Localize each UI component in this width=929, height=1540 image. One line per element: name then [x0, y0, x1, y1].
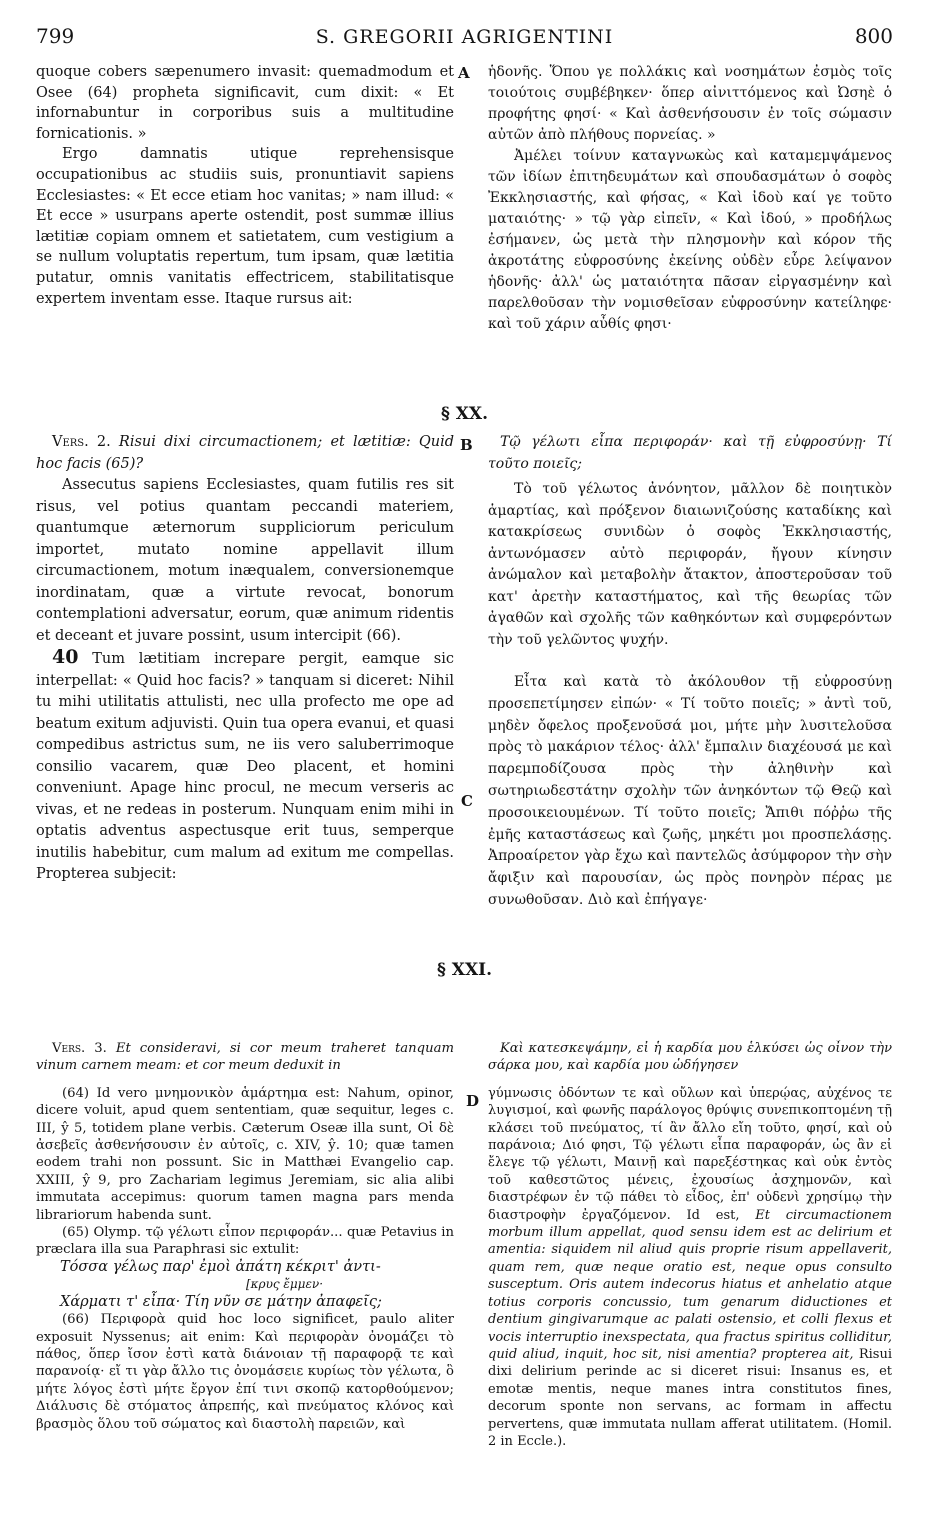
right-column-block-2	[488, 432, 892, 652]
section-heading-20: § XX.	[440, 404, 489, 424]
verse-quote-line: Χάρματι τ' εἶπα· Τίη νῦν σε μάτην ἀπαφεῖς;	[60, 1293, 382, 1310]
latin-paragraph: quoque cobers sæpenumero invasit: quemadmodum et Osee (64) propheta significavit, cum dixit: « Et infornabuntur in corporibus suis a multitudine fornicationis. »	[36, 64, 454, 142]
footnote-64: (64) Id vero μνημονικὸν ἁμάρτημα est: Nahum, opinor, dicere voluit, apud quem sententiam, quæ sequitur, leges c. III, ŷ 5, totidem plane verbis. Cæterum Oseæ illa sunt, Οἱ δὲ ἀσεβεῖς ἀσθενήσουσιν ἐν αὐτοῖς, c. XIV, ŷ. 10; quæ tamen eodem trahi non possunt. Sic in Matthæi Evangelio cap. XXIII, ŷ 9, pro Zachariam legimus Jeremiam, sic alia alibi immutata accepimus: quorum tamen magna pars menda librariorum habenda sunt.	[36, 1085, 454, 1223]
section-heading-21: § XXI.	[436, 960, 493, 980]
verse-label: Vers. 2.	[52, 434, 111, 450]
footnote-latin-d: (Homil. 2 in Eccle.).	[488, 1416, 892, 1449]
left-column-block-2	[36, 432, 454, 952]
latin-paragraph: Ergo damnatis utique reprehensisque occupationibus ac studiis suis, pronuntiavit sapiens Ecclesiastes: « Et ecce etiam hoc vanitas; » nam illud: « Et ecce » usurpans aperte ostendit, post summæ illius lætitiæ copiam omnem et satietatem, cum vestigium a se nullum voluptatis repertum, tum ipsam, quæ lætitia putatur, omnis vanitatis effectricem, stabilitatisque expertem inventam esse. Itaque rursus ait:	[36, 146, 454, 307]
verse-quote-line: Τόσσα γέλως παρ' ἐμοὶ ἀπάτη κέκριτ' ἀντι-	[60, 1258, 381, 1275]
greek-paragraph: Ἀμέλει τοίνυν καταγνωκὼς καὶ καταμεμψάμενος τῶν ἰδίων ἐπιτηδευμάτων καὶ σπουδασμάτων ὁ σοφὸς Ἐκκλησιαστής, καὶ φήσας, « Καὶ ἰδοὺ καί γε τοῦτο ματαιότης· » τῷ γὰρ εἰπεῖν, « Καὶ ἰδού, » προδήλως ἐσήμανεν, ὡς μετὰ τὴν πλησμονὴν καὶ κόρον τῆς ἀκροτάτης εὐφροσύνης ἐκείνης οὐδὲν εὗρε λείψανον ἡδονῆς· ἀλλ' ὡς ματαιότητα πᾶσαν εἰργασμένην καὶ παρελθοῦσαν τὴν νομισθεῖσαν εὐφροσύνην κατείληφε· καὶ τοῦ χάριν αὖθίς φησι·	[488, 148, 892, 332]
verse-text: Risui dixi circumactionem; et lætitiæ: Quid hoc facis (65)?	[36, 434, 454, 472]
margin-marker-b: B	[460, 436, 473, 454]
margin-marker-d: D	[466, 1092, 480, 1110]
right-column-block-4	[488, 1040, 892, 1520]
latin-paragraph-text: Tum lætitiam increpare pergit, eamque sic interpellat: « Quid hoc facis? » tanquam si diceret: Nihil tu mihi utilitatis attulisti, nec ulla profecto me ope ad beatum exitum adjuvisti. Quin tua opera evanui, et quasi compedibus astrictus sum, ne iis vero saluberrimoque consilio vacarem, quæ Deo placent, et homini conveniunt. Apage hinc procul, ne mecum verseris ac vivas, et ne redeas in posterum. Nunquam enim mihi in optatis adventus aspectusque erit tuus, semperque inutilis habebitur, cum malum ad exitum me compellas. Propterea subjecit:	[36, 651, 454, 882]
footnote-latin-a: Id est,	[686, 1207, 740, 1223]
footnote-continuation	[488, 1085, 892, 1451]
footnote-latin-b: Et circumactionem morbum illum appellat, quod sensu idem est ac delirium et amentia: siquidem nil aliud quis proprie risum appellaverit, quam rem, quæ neque oratio est, neque opus consulto susceptum. Oris autem indecorus hiatus et anhelatio atque totius corporis concussio, tum genarum diductiones et dentium gingivarumque ac palati ostensio, et colli flexus et vocis interruptio inexspectata, qua fractus spiritus colliditur, quid aliud, inquit, hoc sit, nisi amentia? propterea ait,	[488, 1207, 892, 1362]
footnote-greek: γύμνωσις ὀδόντων τε καὶ οὔλων καὶ ὑπερῴας, αὐχένος τε λυγισμοί, καὶ φωνῆς παράλογος θρύψις συνεπικοπτομένη τῇ κλάσει τοῦ πνεύματος, τί ἂν ἄλλο εἴη τοῦτο, φησί, καὶ οὐ παράνοια; Διό φησι, Τῷ γέλωτι εἶπα παραφοράν, ὡς ἂν εἰ ἔλεγε τῷ γέλωτι, Μαινῇ καὶ παρεξέστηκας καὶ οὐκ ἐντὸς τοῦ καθεστῶτος μένεις, ἐχουσίως ἀσχημονῶν, καὶ διαστρέφων ἐν τῷ πάθει τὸ εἶδος, ἐπ' οὐδενὶ χρησίμῳ τὴν διαστροφὴν ἐργαζόμενον.	[488, 1085, 892, 1223]
latin-paragraph	[36, 647, 454, 886]
verse-quote-line: [κρυς ἔμμεν·	[246, 1277, 324, 1292]
left-column-block-3	[36, 1040, 454, 1520]
running-header	[36, 24, 893, 58]
right-page-number: 800	[854, 24, 893, 48]
footnote-66: (66) Περιφορὰ quid hoc loco significet, paulo aliter exposuit Nyssenus; ait enim: Καὶ περιφορὰν ὀνομάζει τὸ πάθος, ὅπερ ἴσον ἐστὶ κατὰ διάνοιαν τῇ παραφορᾷ τε καὶ παρανοίᾳ· εἴ τι γὰρ ἄλλο τις ὀνομάσειε κυρίως τὸν γέλωτα, ὃ μήτε λόγος ἐστὶ μήτε ἔργον ἐπί τινι σκοπῷ κατορθούμενον; Διάλυσις δὲ στόματος ἀπρεπής, καὶ πνεύματος κλόνος καὶ βρασμὸς ὅλου τοῦ σώματος καὶ διαστολὴ παρειῶν, καὶ	[36, 1312, 454, 1432]
right-column-block-1	[488, 62, 892, 367]
margin-marker-c: C	[461, 792, 473, 810]
verse-2-heading	[36, 432, 454, 475]
verse-2-greek: Τῷ γέλωτι εἶπα περιφοράν· καὶ τῇ εὐφροσύνῃ· Τί τοῦτο ποιεῖς;	[488, 434, 892, 472]
latin-paragraph: Assecutus sapiens Ecclesiastes, quam futilis res sit risus, vel potius quantam peccandi materiem, quantumque æternorum suppliciorum periculum importet, mutato nomine appellavit illum circumactionem, motum inæqualem, conversionemque inordinatam, quæ a virtute revocat, bonorum contemplationi adversatur, eorum, quæ animum ridentis et deceant et juvare possint, usum intercipit (66).	[36, 477, 454, 644]
verse-text: Et consideravi, si cor meum traheret tanquam vinum carnem meam: et cor meum deduxit in	[36, 1041, 454, 1074]
greek-paragraph: ἡδονῆς. Ὅπου γε πολλάκις καὶ νοσημάτων ἐσμὸς τοῖς τοιούτοις συμβέβηκεν· ὅπερ αἰνιττόμενος καὶ Ὠσηὲ ὁ προφήτης φησί· « Καὶ ἀσθενήσουσιν ἐν τοῖς σώμασιν αὐτῶν ἀπὸ πλήθους πορνείας. »	[488, 64, 892, 143]
column-number: 40	[52, 646, 79, 668]
footnote-latin-c: Risui dixi delirium perinde ac si diceret risui: Insanus es, et emotæ mentis, neque manes intra constitutos fines, decorum sponte non servans, ac formam in affectu pervertens, quæ immutata nullam afferat utilitatem.	[488, 1346, 892, 1432]
right-column-block-3	[488, 672, 892, 962]
greek-paragraph: Τὸ τοῦ γέλωτος ἀνόνητον, μᾶλλον δὲ ποιητικὸν ἁμαρτίας, καὶ πρόξενον διαιωνιζούσης καταδίκης καὶ κατακρίσεως συνιδὼν ὁ σοφὸς Ἐκκλησιαστής, ἀντωνόμασεν αὐτὸ περιφοράν, ἤγουν κίνησιν ἀνώμαλον καὶ μεταβολὴν ἄτακτον, ἀποστεροῦσαν τοῦ κατ' ἀρετὴν καταστήματος, καὶ τῆς θεωρίας τῶν ἀγαθῶν καὶ σχολῆς τῶν καθηκόντων καὶ συμφερόντων τὴν τοῦ γελῶντος ψυχήν.	[488, 481, 892, 648]
left-page-number: 799	[36, 24, 75, 48]
footnote-65: (65) Olymp. τῷ γέλωτι εἶπον περιφοράν... quæ Petavius in præclara illa sua Paraphrasi sic extulit:	[36, 1225, 454, 1258]
verse-3-heading	[36, 1040, 454, 1075]
left-column-block-1	[36, 62, 454, 362]
verse-3-greek: Καὶ κατεσκεψάμην, εἰ ἡ καρδία μου ἑλκύσει ὡς οἶνον τὴν σάρκα μου, καὶ καρδία μου ὡδήγησεν	[488, 1041, 892, 1074]
margin-marker-a: A	[458, 64, 470, 82]
verse-label: Vers. 3.	[52, 1041, 107, 1056]
greek-paragraph: Εἶτα καὶ κατὰ τὸ ἀκόλουθον τῇ εὐφροσύνῃ προσεπετίμησεν εἰπών· « Τί τοῦτο ποιεῖς; » ἀντὶ τοῦ, μηδὲν ὄφελος προξενοῦσά μοι, μήτε μὴν λυσιτελοῦσα πρὸς τὸ μακάριον τέλος· ἀλλ' ἔμπαλιν διαχέουσά με καὶ παρεμποδίζουσα πρὸς τὴν ἀληθινὴν καὶ σωτηριωδεστάτην σχολὴν τῶν ἀνηκόντων τῷ Θεῷ καὶ προσοικειουμένων. Τί τοῦτο ποιεῖς; Ἄπιθι πόῤῥω τῆς ἐμῆς καταστάσεως καὶ ζωῆς, μηκέτι μοι προσπελάσῃς. Ἀπροαίρετον γὰρ ἔχω καὶ παντελῶς ἀσύμφορον τὴν σὴν ἄφιξιν καὶ παρουσίαν, ὡς πρὸς πονηρὸν πέρας με συνωθοῦσαν. Διὸ καὶ ἐπήγαγε·	[488, 674, 892, 908]
running-title: S. GREGORII AGRIGENTINI	[315, 26, 614, 48]
